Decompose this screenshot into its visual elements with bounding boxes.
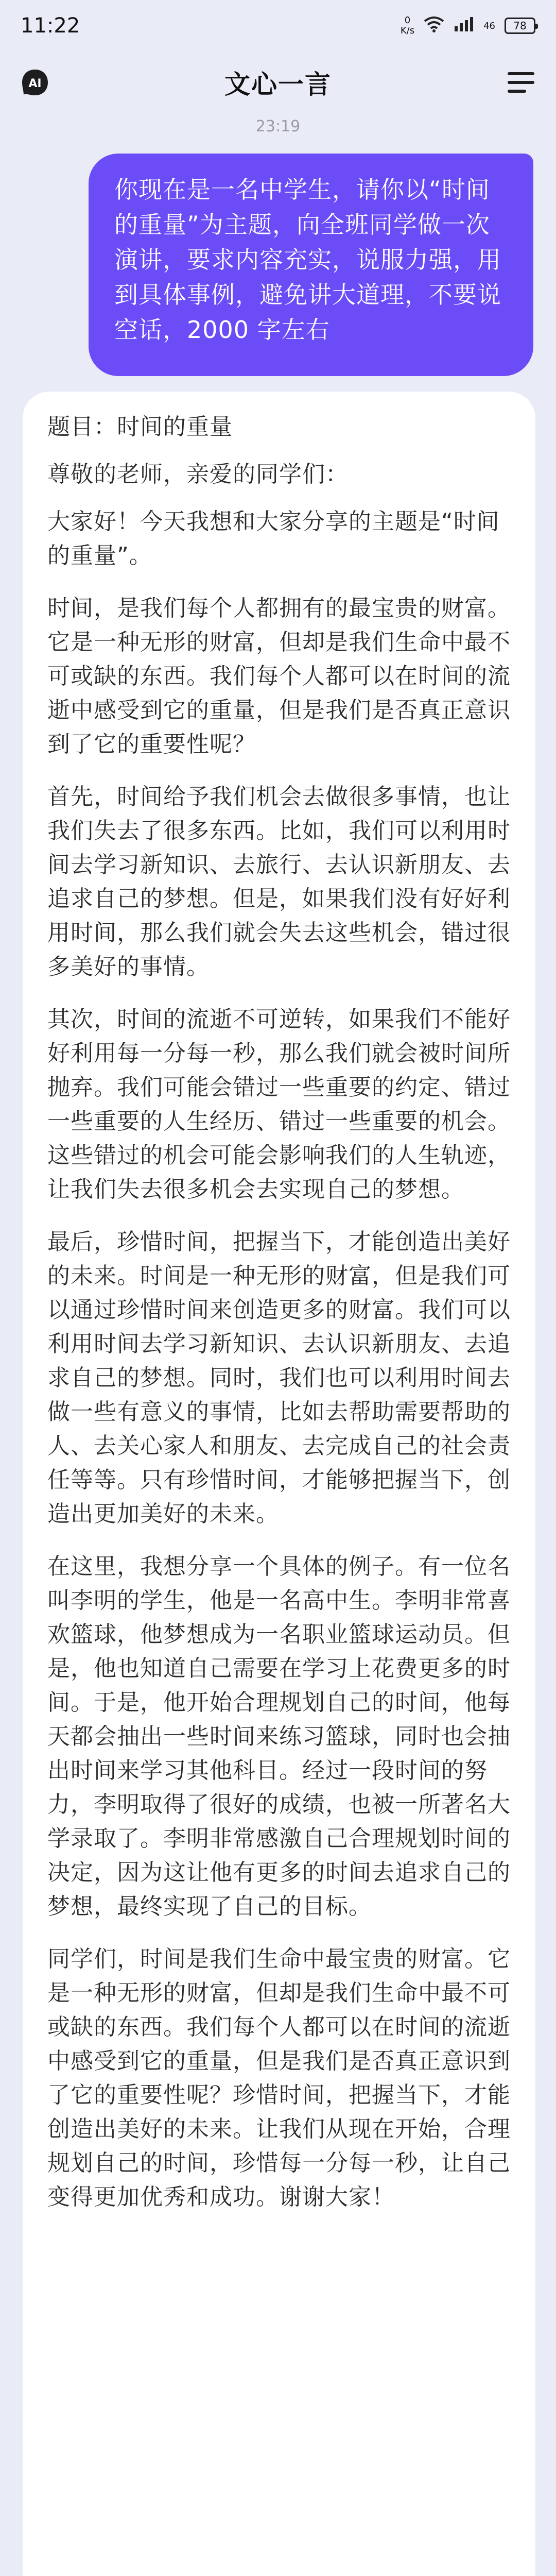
answer-paragraph: 时间，是我们每个人都拥有的最宝贵的财富。它是一种无形的财富，但却是我们生命中最不可或缺的东西。我们每个人都可以在时间的流逝中感受到它的重量，但是我们是否真正意识到了它的重要性呢？ <box>47 595 511 757</box>
menu-button[interactable] <box>507 69 535 96</box>
answer-paragraph: 在这里，我想分享一个具体的例子。有一位名叫李明的学生，他是一名高中生。李明非常喜欢篮球，他梦想成为一名职业篮球运动员。但是，他也知道自己需要在学习上花费更多的时间。于是，他开始合理规划自己的时间，他每天都会抽出一些时间来练习篮球，同时也会抽出时间来学习其他科目。经过一段时间的努力，李明取得了很好的成绩，也被一所著名大学录取了。李明非常感激自己合理规划时间的决定，因为这让他有更多的时间去追求自己的梦想，最终实现了自己的目标。 <box>47 1553 511 1920</box>
battery-icon <box>505 18 535 34</box>
answer-paragraph: 其次，时间的流逝不可逆转，如果我们不能好好利用每一分每一秒，那么我们就会被时间所抛弃。我们可能会错过一些重要的约定、错过一些重要的人生经历、错过一些重要的机会。这些错过的机会可能会影响我们的人生轨迹，让我们失去很多机会去实现自己的梦想。 <box>47 1006 511 1202</box>
signal-label: 46 <box>483 20 495 31</box>
battery-level: 78 <box>513 20 527 32</box>
answer-paragraph: 题目：时间的重量 <box>47 414 233 440</box>
answer-paragraph: 首先，时间给予我们机会去做很多事情，也让我们失去了很多东西。比如，我们可以利用时间去学习新知识、去旅行、去认识新朋友、去追求自己的梦想。但是，如果我们没有好好利用时间，那么我们就会失去这些机会，错过很多美好的事情。 <box>47 784 511 980</box>
app-header <box>0 52 556 113</box>
ernie-logo-icon <box>20 67 50 98</box>
network-speed-value: 0 <box>404 15 411 26</box>
user-message-bubble[interactable] <box>89 154 533 376</box>
network-speed <box>401 15 414 36</box>
answer-paragraph: 最后，珍惜时间，把握当下，才能创造出美好的未来。时间是一种无形的财富，但是我们可以通过珍惜时间来创造更多的财富。我们可以利用时间去学习新知识、去认识新朋友、去追求自己的梦想。同时，我们也可以利用时间去做一些有意义的事情，比如去帮助需要帮助的人、去关心家人和朋友、去完成自己的社会责任等等。只有珍惜时间，才能够把握当下，创造出更加美好的未来。 <box>47 1229 511 1527</box>
logo-button[interactable] <box>20 67 50 98</box>
user-message-text: 你现在是一名中学生，请你以“时间的重量”为主题，向全班同学做一次演讲，要求内容充实，说服力强，用到具体事例，避免讲大道理，不要说空话，2000 字左右 <box>114 176 501 344</box>
app-title: 文心一言 <box>224 70 332 99</box>
menu-icon <box>507 69 535 96</box>
message-timestamp: 23:19 <box>255 117 301 135</box>
logo-text: AI <box>28 77 42 90</box>
status-time: 11:22 <box>21 14 80 38</box>
network-speed-unit: K/s <box>400 25 415 36</box>
answer-paragraph: 同学们，时间是我们生命中最宝贵的财富。它是一种无形的财富，但却是我们生命中最不可或缺的东西。我们每个人都可以在时间的流逝中感受到它的重量，但是我们是否真正意识到了它的重要性呢？珍惜时间，把握当下，才能创造出美好的未来。让我们从现在开始，合理规划自己的时间，珍惜每一分每一秒，让自己变得更加优秀和成功。谢谢大家！ <box>47 1946 511 2210</box>
answer-card[interactable] <box>23 392 535 2576</box>
signal-icon <box>454 16 474 36</box>
status-icons <box>401 14 535 38</box>
answer-paragraph: 大家好！今天我想和大家分享的主题是“时间的重量”。 <box>47 509 500 569</box>
status-bar <box>0 0 556 52</box>
answer-paragraph: 尊敬的老师，亲爱的同学们： <box>47 461 349 487</box>
wifi-icon <box>424 14 444 38</box>
